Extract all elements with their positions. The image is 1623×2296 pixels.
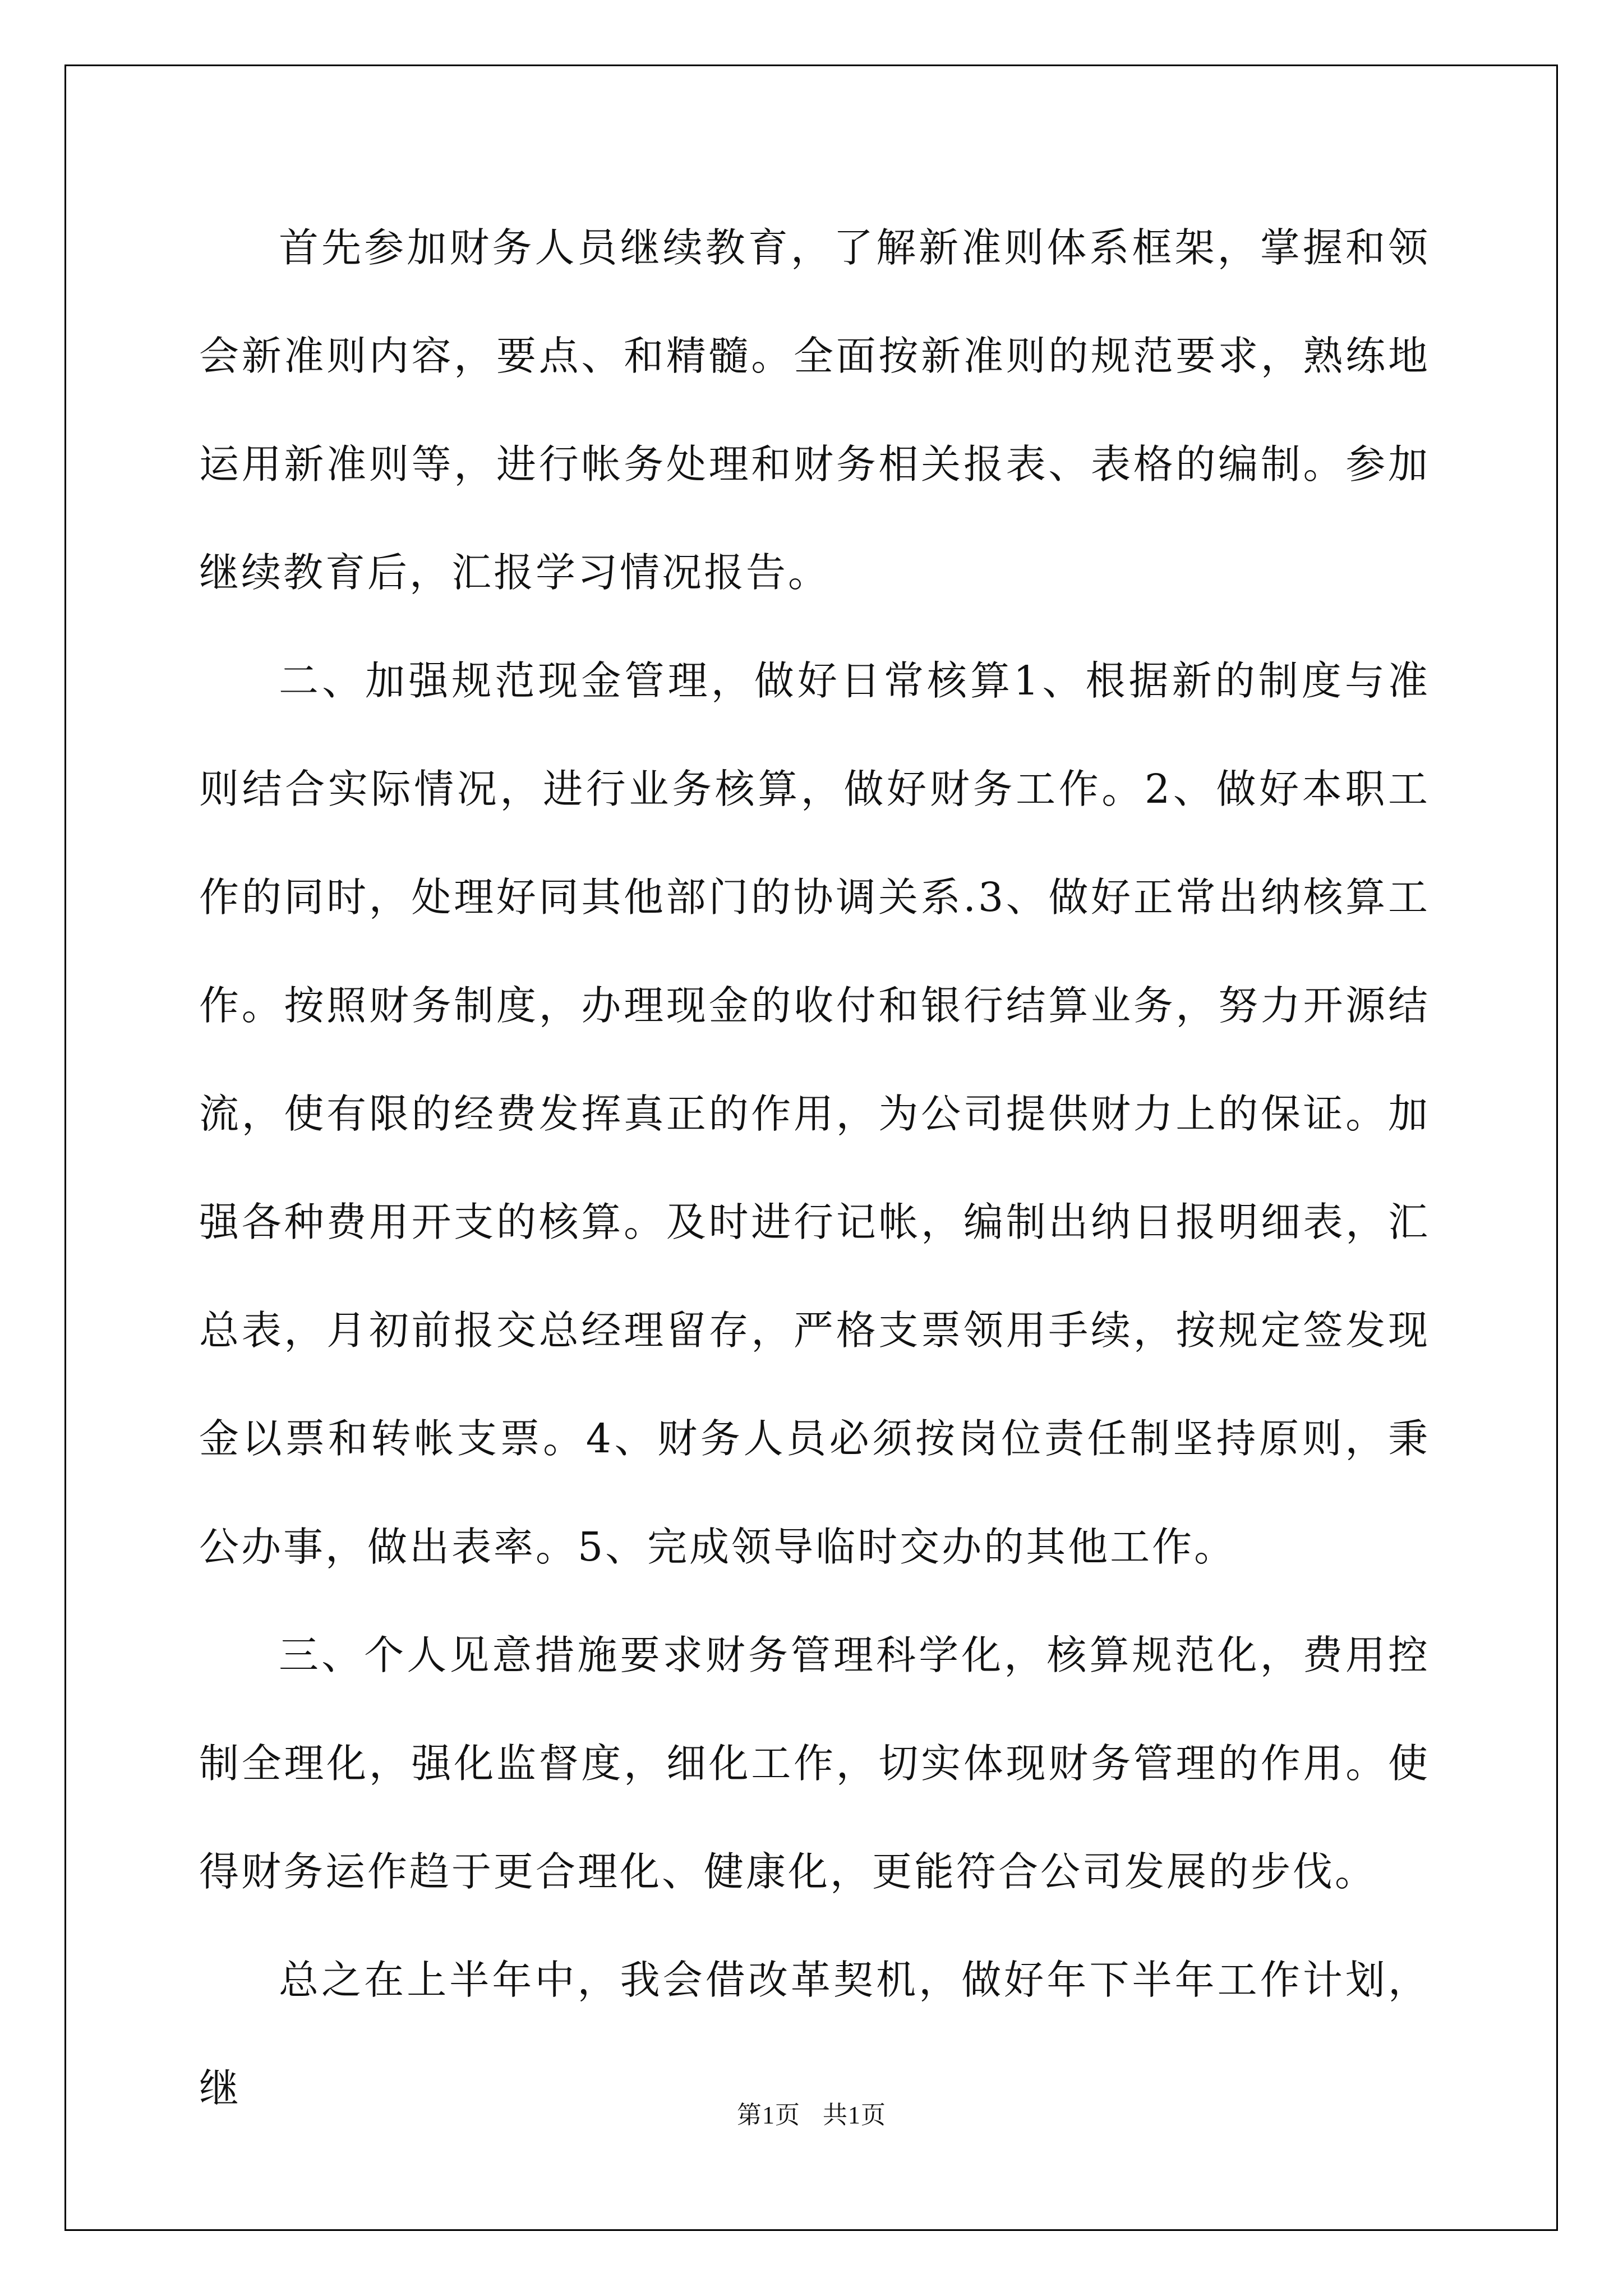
paragraph-summary: 总之在上半年中，我会借改革契机，做好年下半年工作计划，继 (199, 1957, 1430, 2111)
page-total: 共1页 (823, 2101, 886, 2129)
paragraph-continuing-education: 首先参加财务人员继续教育，了解新准则体系框架，掌握和领会新准则内容，要点、和精髓。全面按新准则的规范要求，熟练地运用新准则等，进行帐务处理和财务相关报表、表格的编制。参加继续教育后，汇报学习情况报告。 (199, 224, 1430, 596)
paragraph-personal-suggestions: 三、个人见意措施要求财务管理科学化，核算规范化，费用控制全理化，强化监督度，细化工作，切实体现财务管理的作用。使得财务运作趋于更合理化、健康化，更能符合公司发展的步伐。 (199, 1632, 1430, 1895)
document-body (199, 194, 1430, 2142)
paragraph-cash-management: 二、加强规范现金管理，做好日常核算1、根据新的制度与准则结合实际情况，进行业务核算，做好财务工作。2、做好本职工作的同时，处理好同其他部门的协调关系.3、做好正常出纳核算工作。按照财务制度，办理现金的收付和银行结算业务，努力开源结流，使有限的经费发挥真正的作用，为公司提供财力上的保证。加强各种费用开支的核算。及时进行记帐，编制出纳日报明细表，汇总表，月初前报交总经理留存，严格支票领用手续，按规定签发现金以票和转帐支票。4、财务人员必须按岗位责任制坚持原则，秉公办事，做出表率。5、完成领导临时交办的其他工作。 (199, 657, 1430, 1570)
page-number: 第1页 (737, 2101, 800, 2129)
page-footer (0, 2095, 1623, 2131)
